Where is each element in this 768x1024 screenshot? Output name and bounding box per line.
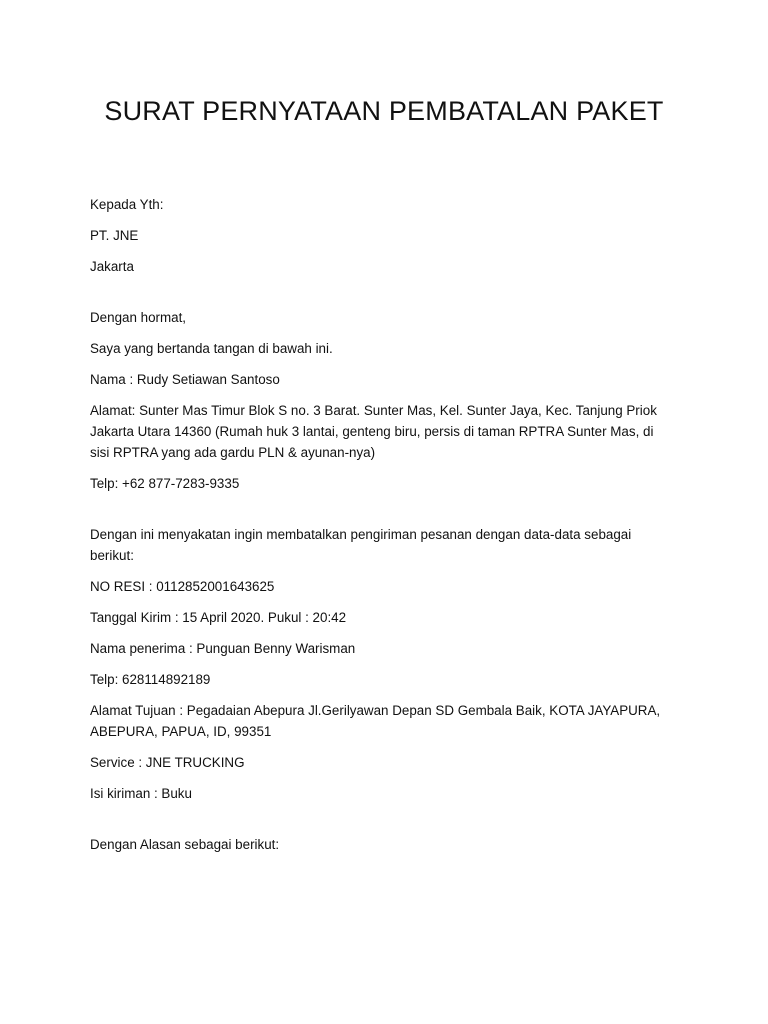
sender-phone: Telp: +62 877-7283-9335 xyxy=(90,476,240,491)
reason-heading: Dengan Alasan sebagai berikut: xyxy=(90,837,280,852)
intro-sentence: Saya yang bertanda tangan di bawah ini. xyxy=(90,341,333,356)
document-body xyxy=(90,194,670,865)
recipient-salutation: Kepada Yth: xyxy=(90,197,164,212)
shipment-contents: Isi kiriman : Buku xyxy=(90,786,192,801)
receiver-name: Nama penerima : Punguan Benny Warisman xyxy=(90,641,356,656)
recipient-company: PT. JNE xyxy=(90,228,139,243)
document-title: SURAT PERNYATAAN PEMBATALAN PAKET xyxy=(104,96,664,126)
recipient-city: Jakarta xyxy=(90,259,134,274)
sender-name: Nama : Rudy Setiawan Santoso xyxy=(90,372,280,387)
greeting: Dengan hormat, xyxy=(90,310,187,325)
sender-address: Alamat: Sunter Mas Timur Blok S no. 3 Barat. Sunter Mas, Kel. Sunter Jaya, Kec. Tanjung Priok Jakarta Utara 14360 (Rumah huk 3 lantai, genteng biru, persis di taman RPTRA Sunter Mas, di sisi RPTRA yang ada gardu PLN & ayunan-nya) xyxy=(90,403,657,460)
receiver-phone: Telp: 628114892189 xyxy=(90,672,211,687)
cancellation-statement: Dengan ini menyakatan ingin membatalkan pengiriman pesanan dengan data-data sebagai berikut: xyxy=(90,527,632,563)
service-type: Service : JNE TRUCKING xyxy=(90,755,245,770)
send-date: Tanggal Kirim : 15 April 2020. Pukul : 20:42 xyxy=(90,610,347,625)
destination-address: Alamat Tujuan : Pegadaian Abepura Jl.Gerilyawan Depan SD Gembala Baik, KOTA JAYAPURA, ABEPURA, PAPUA, ID, 99351 xyxy=(90,703,661,739)
receipt-number: NO RESI : 0112852001643625 xyxy=(90,579,275,594)
